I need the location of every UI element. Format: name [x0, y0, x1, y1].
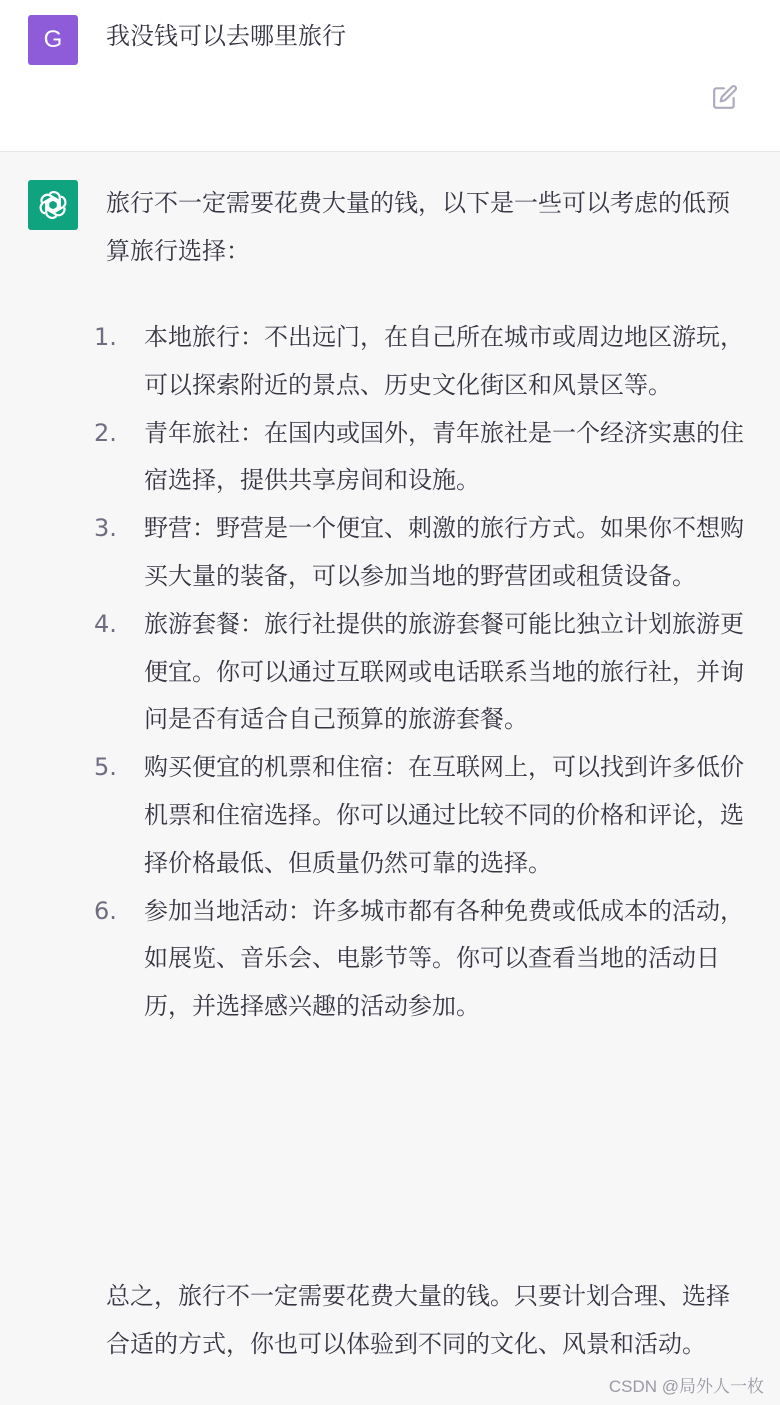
list-item — [94, 410, 752, 506]
list-item-number: 1. — [94, 323, 117, 351]
edit-message-button[interactable] — [710, 82, 740, 112]
list-item-text: 青年旅社：在国内或国外，青年旅社是一个经济实惠的住宿选择，提供共享房间和设施。 — [144, 418, 744, 495]
openai-logo-icon — [36, 188, 70, 222]
user-message-row — [0, 0, 780, 152]
assistant-avatar — [28, 180, 78, 230]
user-avatar-letter: G — [43, 26, 63, 53]
watermark: CSDN @局外人一枚 — [608, 1377, 764, 1396]
list-item — [94, 505, 752, 601]
list-item-text: 旅游套餐：旅行社提供的旅游套餐可能比独立计划旅游更便宜。你可以通过互联网或电话联系当地的旅行社，并询问是否有适合自己预算的旅游套餐。 — [144, 609, 744, 734]
reply-conclusion: 总之，旅行不一定需要花费大量的钱。只要计划合理、选择合适的方式，你也可以体验到不同的文化、风景和活动。 — [106, 1282, 730, 1358]
assistant-reply — [94, 179, 752, 1358]
list-item — [94, 314, 752, 410]
list-item — [94, 601, 752, 744]
list-item-text: 购买便宜的机票和住宿：在互联网上，可以找到许多低价机票和住宿选择。你可以通过比较不同的价格和评论，选择价格最低、但质量仍然可靠的选择。 — [144, 753, 744, 877]
list-item-number: 5. — [94, 753, 117, 782]
list-item-number: 3. — [94, 514, 117, 543]
user-avatar — [28, 15, 78, 65]
list-item-number: 4. — [94, 609, 117, 638]
list-item-text: 野营：野营是一个便宜、刺激的旅行方式。如果你不想购买大量的装备，可以参加当地的野营团或租赁设备。 — [144, 514, 744, 590]
list-item-text: 本地旅行：不出远门，在自己所在城市或周边地区游玩，可以探索附近的景点、历史文化街区和风景区等。 — [144, 323, 744, 399]
suggestion-list — [94, 314, 752, 1031]
reply-intro: 旅行不一定需要花费大量的钱，以下是一些可以考虑的低预算旅行选择： — [106, 189, 730, 265]
list-item-text: 参加当地活动：许多城市都有各种免费或低成本的活动，如展览、音乐会、电影节等。你可以查看当地的活动日历，并选择感兴趣的活动参加。 — [144, 896, 744, 1021]
list-item-number: 6. — [94, 896, 117, 925]
edit-icon — [712, 84, 738, 110]
list-item — [94, 744, 752, 887]
list-item — [94, 888, 752, 1031]
list-item-number: 2. — [94, 418, 117, 447]
user-message-text: 我没钱可以去哪里旅行 — [106, 22, 346, 50]
assistant-message-row — [0, 152, 780, 1405]
